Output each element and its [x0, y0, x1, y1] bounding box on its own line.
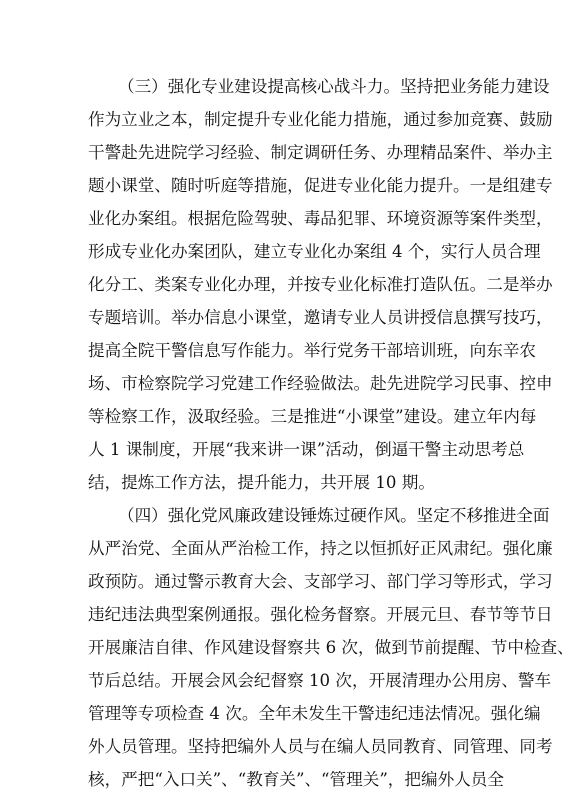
paragraph-line: 场、市检察院学习党建工作经验做法。赴先进院学习民事、控申: [88, 374, 553, 393]
paragraph-line: （四）强化党风廉政建设锤炼过硬作风。坚定不移推进全面: [118, 506, 550, 525]
paragraph-line: 干警赴先进院学习经验、制定调研任务、办理精品案件、举办主: [88, 143, 553, 162]
paragraph-line: 从严治党、全面从严治检工作，持之以恒抓好正风肃纪。强化廉: [88, 539, 553, 558]
paragraph-line: 政预防。通过警示教育大会、支部学习、部门学习等形式，学习: [88, 572, 553, 591]
paragraph-line: 人 1 课制度，开展“我来讲一课”活动，倒逼干警主动思考总: [88, 440, 525, 459]
paragraph-line: （三）强化专业建设提高核心战斗力。坚持把业务能力建设: [118, 77, 550, 96]
paragraph-line: 节后总结。开展会风会纪督察 10 次，开展清理办公用房、警车: [88, 671, 552, 690]
paragraph-line: 开展廉洁自律、作风建设督察共 6 次，做到节前提醒、节中检查、: [88, 638, 574, 657]
paragraph-line: 管理等专项检查 4 次。全年未发生干警违纪违法情况。强化编: [88, 704, 541, 723]
paragraph-line: 违纪违法典型案例通报。强化检务督察。开展元旦、春节等节日: [88, 605, 553, 624]
paragraph-line: 作为立业之本，制定提升专业化能力措施，通过参加竞赛、鼓励: [88, 110, 553, 129]
paragraph-line: 等检察工作，汲取经验。三是推进“小课堂”建设。建立年内每: [88, 407, 537, 426]
paragraph-professional-development: [88, 70, 553, 499]
paragraph-line: 结，提炼工作方法，提升能力，共开展 10 期。: [88, 473, 435, 492]
paragraph-line: 题小课堂、随时听庭等措施，促进专业化能力提升。一是组建专: [88, 176, 553, 195]
paragraph-line: 化分工、类案专业化办理，并按专业化标准打造队伍。二是举办: [88, 275, 553, 294]
paragraph-line: 形成专业化办案团队，建立专业化办案组 4 个，实行人员合理: [88, 242, 541, 261]
paragraph-line: 专题培训。举办信息小课堂，邀请专业人员讲授信息撰写技巧，: [88, 308, 553, 327]
paragraph-line: 核，严把“入口关”、“教育关”、“管理关”，把编外人员全: [88, 770, 504, 789]
paragraph-line: 外人员管理。坚持把编外人员与在编人员同教育、同管理、同考: [88, 737, 553, 756]
document-body: [88, 70, 574, 796]
paragraph-party-conduct: [88, 499, 574, 796]
paragraph-line: 业化办案组。根据危险驾驶、毒品犯罪、环境资源等案件类型，: [88, 209, 553, 228]
paragraph-line: 提高全院干警信息写作能力。举行党务干部培训班，向东辛农: [88, 341, 537, 360]
